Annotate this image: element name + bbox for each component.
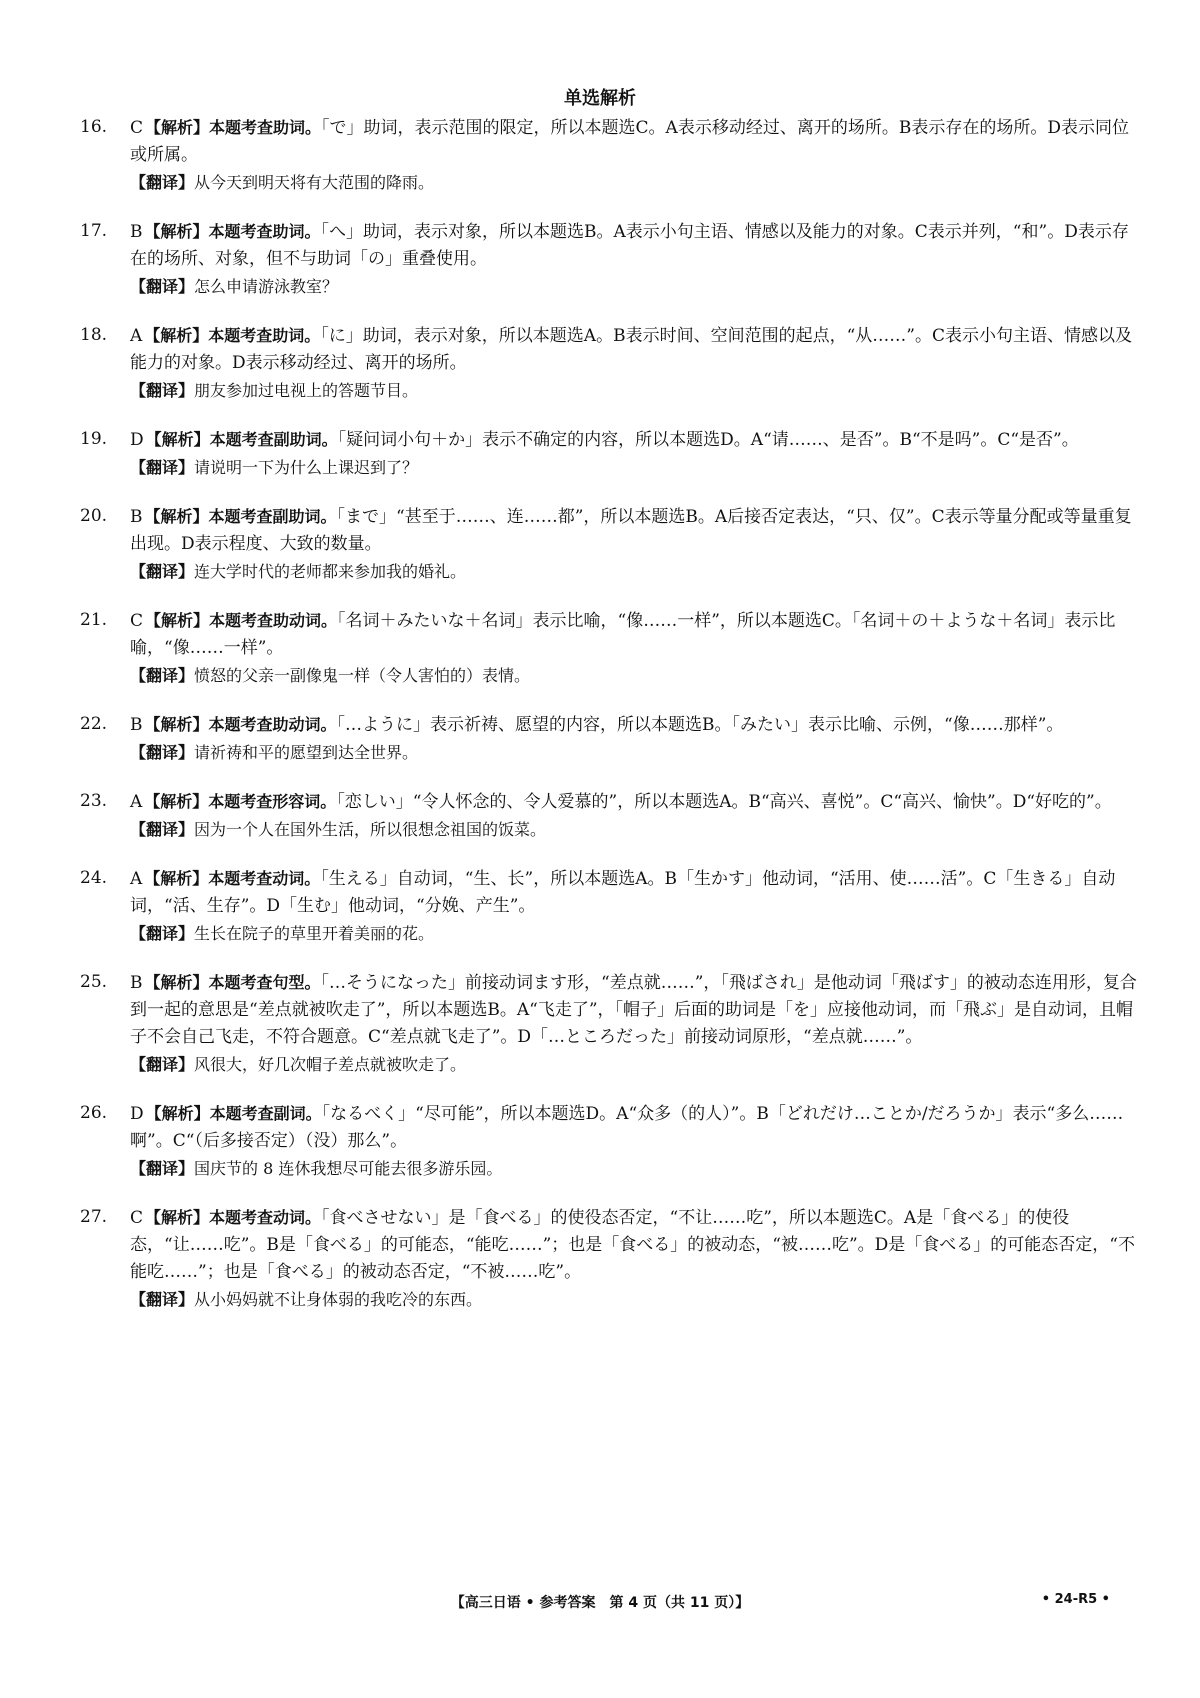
question-number: 27.	[80, 1207, 108, 1227]
translation-text: 国庆节的 8 连休我想尽可能去很多游乐园。	[194, 1159, 503, 1178]
page-title: 单选解析	[564, 88, 636, 109]
question-item	[80, 503, 1140, 585]
translation-tag: 【翻译】	[130, 458, 195, 477]
question-number: 22.	[80, 714, 108, 734]
translation-tag: 【翻译】	[130, 743, 195, 762]
analysis-paragraph	[130, 969, 1140, 1051]
translation-text: 朋友参加过电视上的答题节目。	[194, 381, 419, 400]
question-item	[80, 788, 1140, 843]
question-item	[80, 322, 1140, 404]
analysis-text: 「なるべく」“尽可能”，所以本题选D。A“众多（的人）”。B「どれだけ…ことか/だろうか」表示“多么……啊”。C“（后多接否定）（没）那么”。	[130, 1104, 1124, 1151]
topic-lead: 本题考查助词。	[208, 222, 321, 241]
translation-text: 请说明一下为什么上课迟到了？	[194, 458, 419, 477]
question-item	[80, 865, 1140, 947]
topic-lead: 本题考查助词。	[209, 118, 322, 137]
question-item	[80, 969, 1140, 1078]
analysis-paragraph	[130, 607, 1140, 662]
question-number: 23.	[80, 791, 108, 811]
answer-letter: B	[130, 715, 143, 735]
translation-tag: 【翻译】	[130, 820, 195, 839]
answer-letter: A	[130, 792, 143, 812]
question-number: 17.	[80, 221, 108, 241]
analysis-tag: 【解析】	[145, 1104, 210, 1123]
question-item	[80, 1100, 1140, 1182]
analysis-tag: 【解析】	[145, 430, 210, 449]
analysis-text: 「へ」助词，表示对象，所以本题选B。A表示小句主语、情感以及能力的对象。C表示并列，“和”。D表示存在的场所、对象，但不与助词「の」重叠使用。	[130, 222, 1129, 269]
question-number: 16.	[80, 117, 108, 137]
analysis-tag: 【解析】	[145, 118, 210, 137]
document-code: • 24-R5 •	[1041, 1592, 1110, 1607]
analysis-paragraph	[130, 788, 1140, 816]
translation-paragraph	[130, 816, 1140, 843]
translation-text: 从小妈妈就不让身体弱的我吃冷的东西。	[194, 1290, 483, 1309]
translation-text: 连大学时代的老师都来参加我的婚礼。	[194, 562, 467, 581]
analysis-tag: 【解析】	[144, 507, 209, 526]
topic-lead: 本题考查动词。	[209, 1208, 322, 1227]
analysis-text: 「生える」自动词，“生、长”，所以本题选A。B「生かす」他动词，“活用、使……活”。C「生きる」自动词，“活、生存”。D「生む」他动词，“分娩、产生”。	[130, 869, 1116, 916]
answer-letter: C	[130, 1208, 144, 1228]
analysis-text: 「で」助词，表示范围的限定，所以本题选C。A表示移动经过、离开的场所。B表示存在的场所。D表示同位或所属。	[130, 118, 1129, 165]
topic-lead: 本题考查副词。	[209, 1104, 322, 1123]
question-item	[80, 114, 1140, 196]
answer-letter: B	[130, 222, 143, 242]
analysis-paragraph	[130, 426, 1140, 454]
answer-letter: D	[130, 1104, 144, 1124]
topic-lead: 本题考查副助词。	[208, 507, 337, 526]
analysis-text: 「…ように」表示祈祷、愿望的内容，所以本题选B。「みたい」表示比喻、示例，“像……那样”。	[336, 715, 1064, 735]
answer-letter: C	[130, 118, 144, 138]
analysis-tag: 【解析】	[144, 715, 209, 734]
analysis-paragraph	[130, 503, 1140, 558]
analysis-tag: 【解析】	[144, 869, 209, 888]
analysis-paragraph	[130, 218, 1140, 273]
analysis-text: 「に」助词，表示对象，所以本题选A。B表示时间、空间范围的起点，“从……”。C表示小句主语、情感以及能力的对象。D表示移动经过、离开的场所。	[130, 326, 1132, 373]
analysis-text: 「食べさせない」是「食べる」的使役态否定，“不让……吃”，所以本题选C。A是「食べる」的使役态，“让……吃”。B是「食べる」的可能态，“能吃……”；也是「食べる」的被动态，“被……吃”。D是「食べる」的可能态否定，“不能吃……”；也是「食べる」的被动态否定，“不被……吃”。	[130, 1208, 1135, 1282]
translation-text: 风很大，好几次帽子差点就被吹走了。	[194, 1055, 467, 1074]
analysis-text: 「…そうになった」前接动词ます形，“差点就……”，「飛ばされ」是他动词「飛ばす」的被动态连用形，复合到一起的意思是“差点就被吹走了”，所以本题选B。A“飞走了”，「帽子」后面的助词是「を」应接他动词，而「飛ぶ」是自动词，且帽子不会自己飞走，不符合题意。C“差点就飞走了”。D「…ところだった」前接动词原形，“差点就……”。	[130, 973, 1137, 1047]
analysis-tag: 【解析】	[144, 973, 209, 992]
question-number: 20.	[80, 506, 108, 526]
translation-paragraph	[130, 169, 1140, 196]
question-number: 18.	[80, 325, 108, 345]
analysis-paragraph	[130, 865, 1140, 920]
translation-paragraph	[130, 558, 1140, 585]
translation-paragraph	[130, 454, 1140, 481]
analysis-text: 「名词＋みたいな＋名词」表示比喻，“像……一样”，所以本题选C。「名词＋の＋ような＋名词」表示比喻，“像……一样”。	[130, 611, 1116, 658]
topic-lead: 本题考查助词。	[208, 326, 321, 345]
translation-paragraph	[130, 1286, 1140, 1313]
answer-letter: D	[130, 430, 144, 450]
topic-lead: 本题考查句型。	[208, 973, 321, 992]
translation-text: 请祈祷和平的愿望到达全世界。	[194, 743, 419, 762]
answer-letter: C	[130, 611, 144, 631]
analysis-text: 「疑问词小句＋か」表示不确定的内容，所以本题选D。A“请……、是否”。B“不是吗”。C“是否”。	[337, 430, 1079, 450]
translation-tag: 【翻译】	[130, 1055, 195, 1074]
translation-text: 从今天到明天将有大范围的降雨。	[194, 173, 435, 192]
analysis-paragraph	[130, 1204, 1140, 1286]
question-item	[80, 607, 1140, 689]
translation-paragraph	[130, 662, 1140, 689]
analysis-tag: 【解析】	[144, 222, 209, 241]
question-number: 26.	[80, 1103, 108, 1123]
translation-tag: 【翻译】	[130, 666, 195, 685]
analysis-tag: 【解析】	[144, 326, 209, 345]
analysis-text: 「恋しい」“令人怀念的、令人爱慕的”，所以本题选A。B“高兴、喜悦”。C“高兴、愉快”。D“好吃的”。	[336, 792, 1112, 812]
translation-tag: 【翻译】	[130, 924, 195, 943]
translation-text: 怎么申请游泳教室？	[194, 277, 339, 296]
translation-paragraph	[130, 273, 1140, 300]
analysis-paragraph	[130, 114, 1140, 169]
analysis-tag: 【解析】	[145, 611, 210, 630]
topic-lead: 本题考查助动词。	[208, 715, 337, 734]
translation-paragraph	[130, 1051, 1140, 1078]
topic-lead: 本题考查副助词。	[209, 430, 338, 449]
translation-tag: 【翻译】	[130, 277, 195, 296]
question-item	[80, 426, 1140, 481]
translation-tag: 【翻译】	[130, 1159, 195, 1178]
topic-lead: 本题考查动词。	[208, 869, 321, 888]
page-footer: 【高三日语 • 参考答案 第 4 页（共 11 页）】	[450, 1595, 750, 1611]
analysis-paragraph	[130, 711, 1140, 739]
question-item	[80, 1204, 1140, 1313]
analysis-text: 「まで」“甚至于……、连……都”，所以本题选B。A后接否定表达，“只、仅”。C表示等量分配或等量重复出现。D表示程度、大致的数量。	[130, 507, 1132, 554]
translation-tag: 【翻译】	[130, 173, 195, 192]
answer-letter: B	[130, 973, 143, 993]
question-number: 21.	[80, 610, 108, 630]
answer-letter: A	[130, 326, 143, 346]
question-number: 24.	[80, 868, 108, 888]
translation-paragraph	[130, 1155, 1140, 1182]
translation-paragraph	[130, 377, 1140, 404]
answer-letter: A	[130, 869, 143, 889]
question-item	[80, 711, 1140, 766]
topic-lead: 本题考查形容词。	[208, 792, 337, 811]
translation-text: 愤怒的父亲一副像鬼一样（令人害怕的）表情。	[194, 666, 531, 685]
question-item	[80, 218, 1140, 300]
topic-lead: 本题考查助动词。	[209, 611, 338, 630]
translation-tag: 【翻译】	[130, 1290, 195, 1309]
analysis-paragraph	[130, 322, 1140, 377]
translation-paragraph	[130, 920, 1140, 947]
question-list	[80, 114, 1140, 1335]
translation-paragraph	[130, 739, 1140, 766]
answer-letter: B	[130, 507, 143, 527]
translation-tag: 【翻译】	[130, 381, 195, 400]
analysis-tag: 【解析】	[145, 1208, 210, 1227]
translation-text: 因为一个人在国外生活，所以很想念祖国的饭菜。	[194, 820, 547, 839]
question-number: 25.	[80, 972, 108, 992]
analysis-paragraph	[130, 1100, 1140, 1155]
analysis-tag: 【解析】	[144, 792, 209, 811]
translation-text: 生长在院子的草里开着美丽的花。	[194, 924, 435, 943]
question-number: 19.	[80, 429, 108, 449]
translation-tag: 【翻译】	[130, 562, 195, 581]
